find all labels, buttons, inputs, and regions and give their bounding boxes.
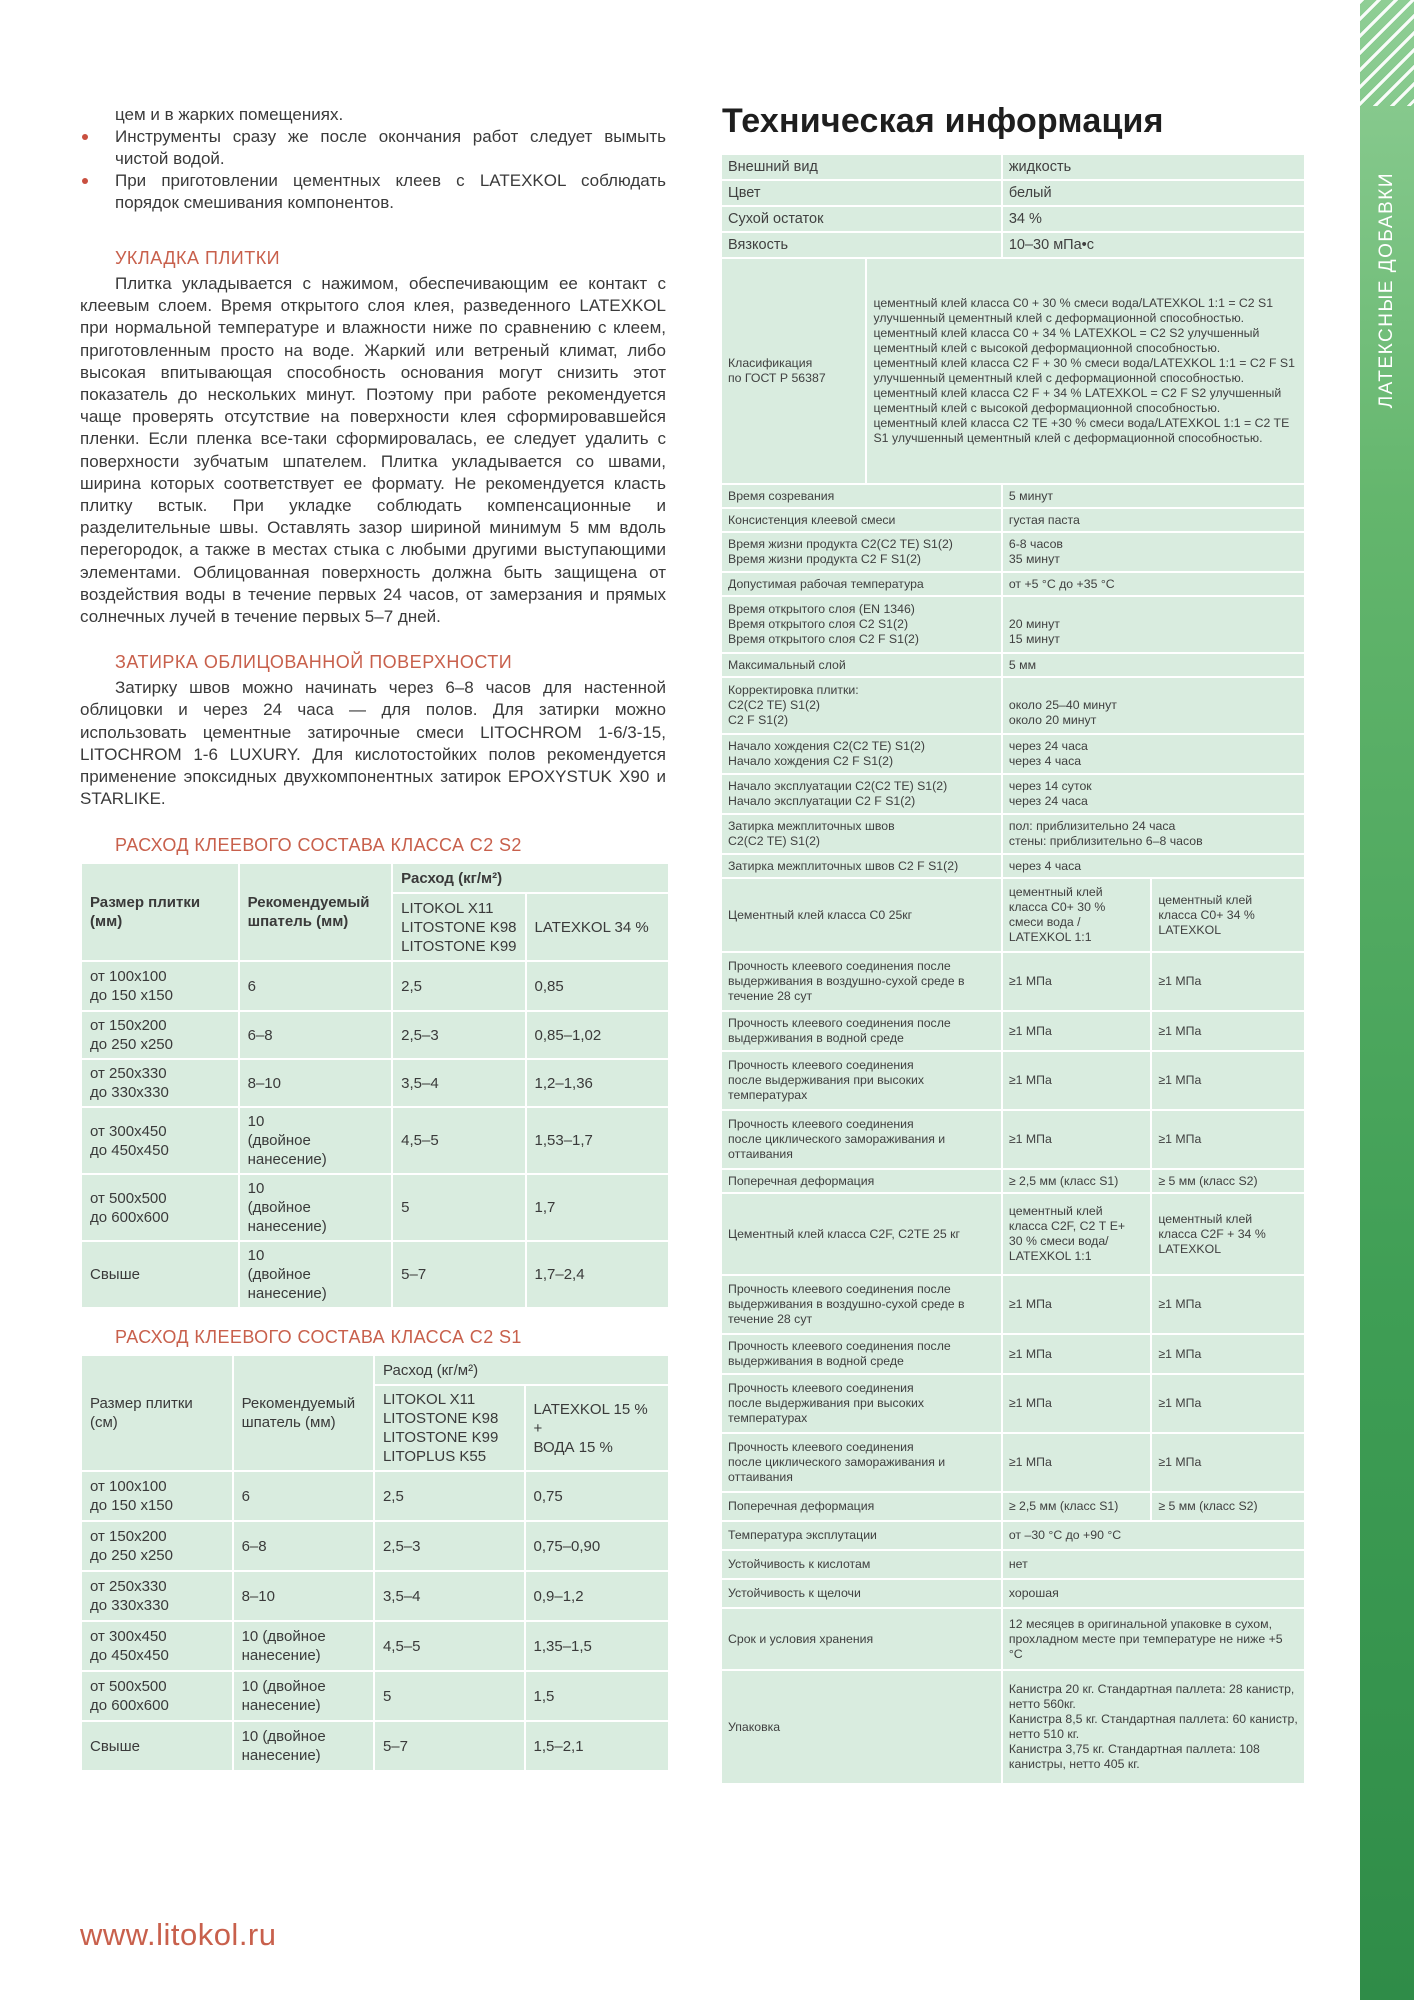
table1-caption: РАСХОД КЛЕЕВОГО СОСТАВА КЛАССА С2 S2 [115,835,522,856]
table-cell: Максимальный слой [722,654,1001,676]
table-row [722,1012,1304,1050]
table-row [722,259,1304,483]
table-row [722,597,1304,652]
table-cell: от 300x450 до 450x450 [82,1108,238,1173]
table-cell: Вязкость [722,233,1001,257]
table-cell: 2,5 [393,962,524,1010]
table-cell: 5–7 [393,1242,524,1307]
table-cell: цементный клей класса С0+ 30 % смеси вода / LATEXKOL 1:1 [1003,879,1151,951]
table-cell: 1,7–2,4 [527,1242,668,1307]
table-header: Размер плитки (мм) [82,864,238,960]
table-cell: Прочность клеевого соединения после циклического замораживания и оттаивания [722,1434,1001,1491]
table-cell: через 14 суток через 24 часа [1003,775,1304,813]
table-cell: 1,5 [526,1672,668,1720]
side-tab-label-wrap [1360,160,1414,420]
table-row [82,962,668,1010]
table-row [82,1572,668,1620]
table-row [722,953,1304,1010]
side-tab-label: ЛАТЕКСНЫЕ ДОБАВКИ [1376,171,1397,409]
table-row [722,1609,1304,1669]
table-cell: от 500x500 до 600x600 [82,1175,238,1240]
table-cell: ≥1 МПа [1152,1012,1304,1050]
table-cell: 2,5 [375,1472,524,1520]
table-cell: 10 (двойное нанесение) [234,1672,373,1720]
table-body [82,962,668,1307]
grouting-text: Затирку швов можно начинать через 6–8 часов для настенной облицовки и через 24 часа — для полов. Для затирки можно использовать цементные затирочные смеси LITOCHROM 1-6/3-15, LITOCHROM 1-6 LUXURY. Для кислотостойких полов рекомендуется применение эпоксидных двухкомпонентных затирок EPOXYSTUK X90 и STARLIKE. [80,678,666,809]
table-row [82,1175,668,1240]
table-cell: ≥1 МПа [1003,1276,1151,1333]
table-row [722,879,1304,951]
consumption-table-s2 [80,862,670,1309]
table-row [722,855,1304,877]
website-url[interactable]: www.litokol.ru [80,1917,277,1952]
table-cell: Время жизни продукта C2(C2 TE) S1(2) Время жизни продукта C2 F S1(2) [722,533,1001,571]
table-cell: 1,2–1,36 [527,1060,668,1106]
table-cell: 1,5–2,1 [526,1722,668,1770]
table-cell: от 100x100 до 150 x150 [82,1472,232,1520]
table-cell: Цвет [722,181,1001,205]
table-row [722,1671,1304,1783]
table-cell: от 150x200 до 250 x250 [82,1012,238,1058]
table-cell: жидкость [1003,155,1304,179]
table-cell: Класификация по ГОСТ Р 56387 [722,259,865,483]
table-cell: 10–30 мПа•с [1003,233,1304,257]
table-cell: 6–8 [240,1012,392,1058]
table-cell: 8–10 [240,1060,392,1106]
table-body [722,155,1304,1783]
table-cell: Поперечная деформация [722,1170,1001,1192]
left-column [80,104,666,1772]
table-row [82,1060,668,1106]
table-cell: 12 месяцев в оригинальной упаковке в сухом, прохладном месте при температуре не ниже +5 °С [1003,1609,1304,1669]
table-cell: ≥1 МПа [1003,1052,1151,1109]
table-cell: белый [1003,181,1304,205]
table-cell: ≥1 МПа [1152,1111,1304,1168]
table-row [722,1052,1304,1109]
table-cell: 5 [393,1175,524,1240]
table-cell: Поперечная деформация [722,1493,1001,1520]
list-item: цем и в жарких помещениях. [115,105,344,124]
table-row [722,654,1304,676]
table-row [82,1108,668,1173]
table-cell: ≥1 МПа [1003,1012,1151,1050]
table-cell: Время открытого слоя (EN 1346) Время открытого слоя C2 S1(2) Время открытого слоя C2 F S1(2) [722,597,1001,652]
table-cell: Прочность клеевого соединения после выдерживания при высоких температурах [722,1052,1001,1109]
table-cell: через 4 часа [1003,855,1304,877]
table-cell: 6-8 часов 35 минут [1003,533,1304,571]
table-row [722,155,1304,179]
table-cell: 10 (двойное нанесение) [240,1175,392,1240]
table-cell: 6–8 [234,1522,373,1570]
table-cell: от 250x330 до 330x330 [82,1572,232,1620]
table-header: LATEXKOL 34 % [527,894,668,960]
list-item: Инструменты сразу же после окончания работ следует вымыть чистой водой. [80,126,666,170]
table-row [722,1434,1304,1491]
section-heading-grouting: ЗАТИРКА ОБЛИЦОВАННОЙ ПОВЕРХНОСТИ [115,652,513,673]
table-cell: Сухой остаток [722,207,1001,231]
table-row [722,1276,1304,1333]
table-cell: 8–10 [234,1572,373,1620]
table-body [82,1472,668,1770]
table-cell: Свыше [82,1242,238,1307]
table-row [722,1170,1304,1192]
table-cell: от 250x330 до 330x330 [82,1060,238,1106]
table-header: LITOKOL X11 LITOSTONE K98 LITOSTONE K99 [393,894,524,960]
table-cell: через 24 часа через 4 часа [1003,735,1304,773]
table-cell: ≥1 МПа [1003,1335,1151,1373]
table-cell: Начало эксплуатации C2(C2 TE) S1(2) Начало эксплуатации C2 F S1(2) [722,775,1001,813]
table-cell: 0,85 [527,962,668,1010]
table-row [82,1722,668,1770]
table-header: LITOKOL X11 LITOSTONE K98 LITOSTONE K99 LITOPLUS K55 [375,1386,524,1470]
table-cell: от 300x450 до 450x450 [82,1622,232,1670]
table-row [722,207,1304,231]
table-cell: Устойчивость к щелочи [722,1580,1001,1607]
table-row [82,1242,668,1307]
table-cell: 20 минут 15 минут [1003,597,1304,652]
table-cell: 4,5–5 [393,1108,524,1173]
table-row [82,1522,668,1570]
table-cell: ≥1 МПа [1152,1052,1304,1109]
table-row [722,678,1304,733]
table-header: Расход (кг/м²) [393,864,668,892]
table-cell: 3,5–4 [393,1060,524,1106]
table-row [722,1375,1304,1432]
table-cell: Цементный клей класса С2F, С2TE 25 кг [722,1194,1001,1274]
table-cell: Допустимая рабочая температура [722,573,1001,595]
table-cell: 10 (двойное нанесение) [240,1108,392,1173]
table-row [722,533,1304,571]
table-cell: цементный клей класса С2F, С2 Т Е+ 30 % смеси вода/ LATEXKOL 1:1 [1003,1194,1151,1274]
table-cell: цементный клей класса С0+ 34 % LATEXKOL [1152,879,1304,951]
table-cell: Начало хождения C2(C2 TE) S1(2) Начало хождения C2 F S1(2) [722,735,1001,773]
table-cell: пол: приблизительно 24 часа стены: приблизительно 6–8 часов [1003,815,1304,853]
table-cell: ≥ 5 мм (класс S2) [1152,1493,1304,1520]
table-row [722,233,1304,257]
side-tab [1360,0,1414,2000]
table-cell: цементный клей класса С2F + 34 % LATEXKOL [1152,1194,1304,1274]
tech-info-table [720,153,1306,1785]
instruction-list [80,104,666,214]
table-cell: 0,85–1,02 [527,1012,668,1058]
table-cell: 3,5–4 [375,1572,524,1620]
table-cell: 5–7 [375,1722,524,1770]
table2-caption: РАСХОД КЛЕЕВОГО СОСТАВА КЛАССА С2 S1 [115,1327,522,1348]
table-cell: Прочность клеевого соединения после выдерживания в водной среде [722,1012,1001,1050]
table-cell: 1,53–1,7 [527,1108,668,1173]
table-row [82,1472,668,1520]
table-cell: Температура эксплутации [722,1522,1001,1549]
table-cell: 10 (двойное нанесение) [240,1242,392,1307]
table-cell: около 25–40 минут около 20 минут [1003,678,1304,733]
table-header: LATEXKOL 15 % + ВОДА 15 % [526,1386,668,1470]
table-row [722,573,1304,595]
table-cell: 1,7 [527,1175,668,1240]
table-row [722,509,1304,531]
table-cell: ≥1 МПа [1003,953,1151,1010]
table-cell: 0,75–0,90 [526,1522,668,1570]
table-cell: Свыше [82,1722,232,1770]
table-cell: 34 % [1003,207,1304,231]
table-cell: Время созревания [722,485,1001,507]
table-cell: Устойчивость к кислотам [722,1551,1001,1578]
table-row [82,1672,668,1720]
table-cell: от –30 °С до +90 °С [1003,1522,1304,1549]
table-cell: 2,5–3 [393,1012,524,1058]
table-header: Расход (кг/м²) [375,1356,668,1384]
table-cell: хорошая [1003,1580,1304,1607]
table-cell: от 500x500 до 600x600 [82,1672,232,1720]
table-cell: 0,9–1,2 [526,1572,668,1620]
table-row [82,1012,668,1058]
table-header: Рекомендуемый шпатель (мм) [240,864,392,960]
table-cell: Прочность клеевого соединения после выдерживания в воздушно-сухой среде в течение 28 сут [722,1276,1001,1333]
table-cell: Консистенция клеевой смеси [722,509,1001,531]
table-row [722,1111,1304,1168]
table-cell: Внешний вид [722,155,1001,179]
table-cell: ≥1 МПа [1152,953,1304,1010]
table-row [722,1522,1304,1549]
table-header: Рекомендуемый шпатель (мм) [234,1356,373,1470]
table-cell: ≥1 МПа [1152,1276,1304,1333]
table-row [722,1551,1304,1578]
table-cell: Прочность клеевого соединения после выдерживания в воздушно-сухой среде в течение 28 сут [722,953,1001,1010]
table-row [722,735,1304,773]
table-cell: ≥ 2,5 мм (класс S1) [1003,1170,1151,1192]
table-cell: от 100x100 до 150 x150 [82,962,238,1010]
table-cell: Канистра 20 кг. Стандартная паллета: 28 канистр, нетто 560кг. Канистра 8,5 кг. Стандартная паллета: 60 канистр, нетто 510 кг. Канистра 3,75 кг. Стандартная паллета: 108 канистры, нетто 405 кг. [1003,1671,1304,1783]
table-row [722,1493,1304,1520]
consumption-table-s1 [80,1354,670,1772]
table-cell: 1,35–1,5 [526,1622,668,1670]
table-row [722,1335,1304,1373]
table-cell: Прочность клеевого соединения после выдерживания при высоких температурах [722,1375,1001,1432]
table-cell: от +5 °С до +35 °С [1003,573,1304,595]
table-cell: ≥1 МПа [1003,1111,1151,1168]
table-cell: ≥1 МПа [1003,1434,1151,1491]
hatch-decoration [1360,0,1414,106]
table-header: Размер плитки (см) [82,1356,232,1470]
table-cell: цементный клей класса С0 + 30 % смеси вода/LATEXKOL 1:1 = C2 S1 улучшенный цементный клей с деформационной способностью. цементный клей класса С0 + 34 % LATEXKOL = C2 S2 улучшенный цементный клей с высокой деформационной способностью. цементный клей класса С2 F + 30 % смеси вода/LATEXKOL 1:1 = C2 F S1 улучшенный цементный клей с деформационной способностью. цементный клей класса С2 F + 34 % LATEXKOL = C2 F S2 улучшенный цементный клей с высокой деформационной способностью. цементный клей класса С2 TE +30 % смеси вода/LATEXKOL 1:1 = C2 TE S1 улучшенный цементный клей с деформационной способностью. [867,259,1304,483]
table-cell: ≥1 МПа [1152,1375,1304,1432]
table-cell: нет [1003,1551,1304,1578]
table-cell: 6 [234,1472,373,1520]
table-cell: 5 мм [1003,654,1304,676]
table-cell: 10 (двойное нанесение) [234,1622,373,1670]
table-row [722,815,1304,853]
table-row [722,485,1304,507]
table-cell: 5 минут [1003,485,1304,507]
table-cell: 2,5–3 [375,1522,524,1570]
table-cell: Срок и условия хранения [722,1609,1001,1669]
table-cell: ≥1 МПа [1152,1434,1304,1491]
table-cell: Затирка межплиточных швов C2(C2 TE) S1(2) [722,815,1001,853]
table-cell: Затирка межплиточных швов C2 F S1(2) [722,855,1001,877]
laying-text: Плитка укладывается с нажимом, обеспечивающим ее контакт с клеевым слоем. Время открытого слоя клея, разведенного LATEXKOL при нормальной температуре и влажности ниже по сравнению с клеем, приготовленным просто на воде. Жаркий или ветреный климат, либо высокая впитывающая способность основания могут снизить этот показатель до нескольких минут. Поэтому при работе рекомендуется чаще проверять отсутствие на поверхности клея сформировавшейся пленки. Если пленка все-таки сформировалась, ее следует удалить с поверхности зубчатым шпателем. Плитка укладывается со швами, ширина которых соответствует ее формату. Не рекомендуется класть плитку встык. При укладке соблюдать компенсационные и разделительные швы. Оставлять зазор шириной минимум 5 мм вдоль перегородок, а также в местах стыка с любыми другими выступающими элементами. Облицованная поверхность должна быть защищена от воздействия воды в течение первых 24 часов, от замерзания и прямых солнечных лучей в течение первых 5–7 дней. [80,274,666,627]
table-row [82,1622,668,1670]
table-row [722,1580,1304,1607]
table-cell: ≥ 2,5 мм (класс S1) [1003,1493,1151,1520]
table-cell: ≥ 5 мм (класс S2) [1152,1170,1304,1192]
table-row [722,181,1304,205]
list-item: При приготовлении цементных клеев с LATEXKOL соблюдать порядок смешивания компонентов. [80,170,666,214]
page-title: Техническая информация [722,102,1164,140]
section-heading-laying: УКЛАДКА ПЛИТКИ [115,248,281,268]
table-cell: 6 [240,962,392,1010]
table-cell: 4,5–5 [375,1622,524,1670]
table-cell: густая паста [1003,509,1304,531]
table-cell: ≥1 МПа [1003,1375,1151,1432]
table-cell: Упаковка [722,1671,1001,1783]
table-cell: Корректировка плитки: C2(C2 TE) S1(2) C2 F S1(2) [722,678,1001,733]
right-column [720,102,1310,1785]
table-cell: Прочность клеевого соединения после выдерживания в водной среде [722,1335,1001,1373]
table-cell: 0,75 [526,1472,668,1520]
table-cell: Цементный клей класса С0 25кг [722,879,1001,951]
table-row [722,775,1304,813]
table-cell: Прочность клеевого соединения после циклического замораживания и оттаивания [722,1111,1001,1168]
table-cell: от 150x200 до 250 x250 [82,1522,232,1570]
table-cell: 10 (двойное нанесение) [234,1722,373,1770]
table-cell: 5 [375,1672,524,1720]
table-cell: ≥1 МПа [1152,1335,1304,1373]
table-row [722,1194,1304,1274]
